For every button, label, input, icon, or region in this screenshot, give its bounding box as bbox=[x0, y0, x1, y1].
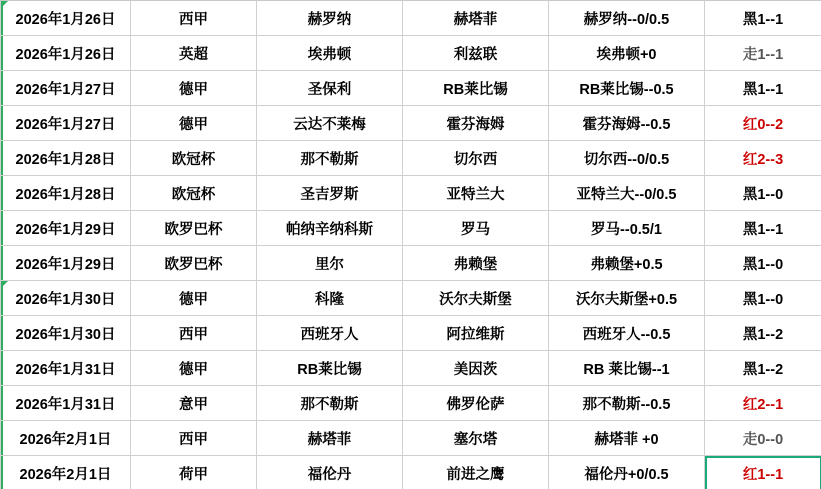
cell-pick[interactable]: 切尔西--0/0.5 bbox=[549, 141, 705, 176]
cell-date[interactable]: 2026年1月26日 bbox=[1, 1, 131, 36]
cell-away-team[interactable]: 霍芬海姆 bbox=[403, 106, 549, 141]
cell-home-team[interactable]: 里尔 bbox=[257, 246, 403, 281]
cell-league[interactable]: 荷甲 bbox=[131, 456, 257, 489]
cell-league[interactable]: 德甲 bbox=[131, 351, 257, 386]
table-row bbox=[1, 106, 821, 141]
cell-date[interactable]: 2026年1月27日 bbox=[1, 106, 131, 141]
cell-league[interactable]: 欧罗巴杯 bbox=[131, 211, 257, 246]
cell-home-team[interactable]: 埃弗顿 bbox=[257, 36, 403, 71]
cell-pick[interactable]: 罗马--0.5/1 bbox=[549, 211, 705, 246]
cell-date[interactable]: 2026年1月28日 bbox=[1, 141, 131, 176]
cell-result[interactable]: 黑1--1 bbox=[705, 211, 821, 246]
cell-home-team[interactable]: 福伦丹 bbox=[257, 456, 403, 489]
cell-league[interactable]: 德甲 bbox=[131, 71, 257, 106]
table-row bbox=[1, 421, 821, 456]
cell-away-team[interactable]: 美因茨 bbox=[403, 351, 549, 386]
cell-away-team[interactable]: 罗马 bbox=[403, 211, 549, 246]
table-row bbox=[1, 141, 821, 176]
cell-league[interactable]: 意甲 bbox=[131, 386, 257, 421]
cell-home-team[interactable]: 圣保利 bbox=[257, 71, 403, 106]
cell-result[interactable]: 黑1--2 bbox=[705, 316, 821, 351]
cell-date[interactable]: 2026年1月27日 bbox=[1, 71, 131, 106]
cell-away-team[interactable]: 亚特兰大 bbox=[403, 176, 549, 211]
cell-result[interactable]: 黑1--1 bbox=[705, 71, 821, 106]
cell-result[interactable]: 红1--1 bbox=[705, 456, 821, 489]
cell-league[interactable]: 英超 bbox=[131, 36, 257, 71]
cell-league[interactable]: 欧罗巴杯 bbox=[131, 246, 257, 281]
cell-result[interactable]: 黑1--2 bbox=[705, 351, 821, 386]
cell-pick[interactable]: 西班牙人--0.5 bbox=[549, 316, 705, 351]
cell-league[interactable]: 欧冠杯 bbox=[131, 176, 257, 211]
table-row bbox=[1, 211, 821, 246]
cell-result[interactable]: 黑1--1 bbox=[705, 1, 821, 36]
cell-away-team[interactable]: 利兹联 bbox=[403, 36, 549, 71]
cell-pick[interactable]: 埃弗顿+0 bbox=[549, 36, 705, 71]
cell-date[interactable]: 2026年2月1日 bbox=[1, 421, 131, 456]
cell-home-team[interactable]: 那不勒斯 bbox=[257, 386, 403, 421]
cell-league[interactable]: 西甲 bbox=[131, 421, 257, 456]
cell-home-team[interactable]: 帕纳辛纳科斯 bbox=[257, 211, 403, 246]
table-row bbox=[1, 176, 821, 211]
cell-result[interactable]: 黑1--0 bbox=[705, 281, 821, 316]
cell-away-team[interactable]: 弗赖堡 bbox=[403, 246, 549, 281]
table-row bbox=[1, 386, 821, 421]
cell-date[interactable]: 2026年1月28日 bbox=[1, 176, 131, 211]
cell-pick[interactable]: 福伦丹+0/0.5 bbox=[549, 456, 705, 489]
table-row bbox=[1, 1, 821, 36]
cell-date[interactable]: 2026年1月31日 bbox=[1, 386, 131, 421]
cell-date[interactable]: 2026年1月31日 bbox=[1, 351, 131, 386]
cell-away-team[interactable]: 前进之鹰 bbox=[403, 456, 549, 489]
cell-away-team[interactable]: 塞尔塔 bbox=[403, 421, 549, 456]
cell-league[interactable]: 德甲 bbox=[131, 106, 257, 141]
cell-away-team[interactable]: RB莱比锡 bbox=[403, 71, 549, 106]
cell-result[interactable]: 走0--0 bbox=[705, 421, 821, 456]
cell-league[interactable]: 西甲 bbox=[131, 1, 257, 36]
cell-home-team[interactable]: 那不勒斯 bbox=[257, 141, 403, 176]
cell-date[interactable]: 2026年1月30日 bbox=[1, 316, 131, 351]
table-row bbox=[1, 316, 821, 351]
table-row bbox=[1, 456, 821, 489]
cell-result[interactable]: 红0--2 bbox=[705, 106, 821, 141]
cell-away-team[interactable]: 沃尔夫斯堡 bbox=[403, 281, 549, 316]
table-body bbox=[1, 1, 821, 489]
cell-pick[interactable]: 那不勒斯--0.5 bbox=[549, 386, 705, 421]
cell-home-team[interactable]: 西班牙人 bbox=[257, 316, 403, 351]
cell-date[interactable]: 2026年1月26日 bbox=[1, 36, 131, 71]
cell-away-team[interactable]: 阿拉维斯 bbox=[403, 316, 549, 351]
cell-home-team[interactable]: 圣吉罗斯 bbox=[257, 176, 403, 211]
cell-result[interactable]: 红2--1 bbox=[705, 386, 821, 421]
cell-home-team[interactable]: 赫塔菲 bbox=[257, 421, 403, 456]
table-row bbox=[1, 246, 821, 281]
cell-away-team[interactable]: 佛罗伦萨 bbox=[403, 386, 549, 421]
cell-away-team[interactable]: 赫塔菲 bbox=[403, 1, 549, 36]
cell-home-team[interactable]: 科隆 bbox=[257, 281, 403, 316]
cell-date[interactable]: 2026年2月1日 bbox=[1, 456, 131, 489]
cell-pick[interactable]: 霍芬海姆--0.5 bbox=[549, 106, 705, 141]
cell-pick[interactable]: 赫罗纳--0/0.5 bbox=[549, 1, 705, 36]
cell-league[interactable]: 欧冠杯 bbox=[131, 141, 257, 176]
cell-league[interactable]: 西甲 bbox=[131, 316, 257, 351]
cell-home-team[interactable]: RB莱比锡 bbox=[257, 351, 403, 386]
cell-pick[interactable]: RB莱比锡--0.5 bbox=[549, 71, 705, 106]
table-row bbox=[1, 71, 821, 106]
cell-home-team[interactable]: 赫罗纳 bbox=[257, 1, 403, 36]
cell-pick[interactable]: RB 莱比锡--1 bbox=[549, 351, 705, 386]
cell-result[interactable]: 红2--3 bbox=[705, 141, 821, 176]
cell-result[interactable]: 黑1--0 bbox=[705, 176, 821, 211]
cell-date[interactable]: 2026年1月29日 bbox=[1, 246, 131, 281]
table-row bbox=[1, 36, 821, 71]
cell-date[interactable]: 2026年1月30日 bbox=[1, 281, 131, 316]
table-row bbox=[1, 351, 821, 386]
cell-away-team[interactable]: 切尔西 bbox=[403, 141, 549, 176]
cell-pick[interactable]: 赫塔菲 +0 bbox=[549, 421, 705, 456]
cell-league[interactable]: 德甲 bbox=[131, 281, 257, 316]
cell-pick[interactable]: 弗赖堡+0.5 bbox=[549, 246, 705, 281]
cell-result[interactable]: 黑1--0 bbox=[705, 246, 821, 281]
table-row bbox=[1, 281, 821, 316]
cell-pick[interactable]: 亚特兰大--0/0.5 bbox=[549, 176, 705, 211]
cell-date[interactable]: 2026年1月29日 bbox=[1, 211, 131, 246]
cell-result[interactable]: 走1--1 bbox=[705, 36, 821, 71]
cell-pick[interactable]: 沃尔夫斯堡+0.5 bbox=[549, 281, 705, 316]
cell-home-team[interactable]: 云达不莱梅 bbox=[257, 106, 403, 141]
